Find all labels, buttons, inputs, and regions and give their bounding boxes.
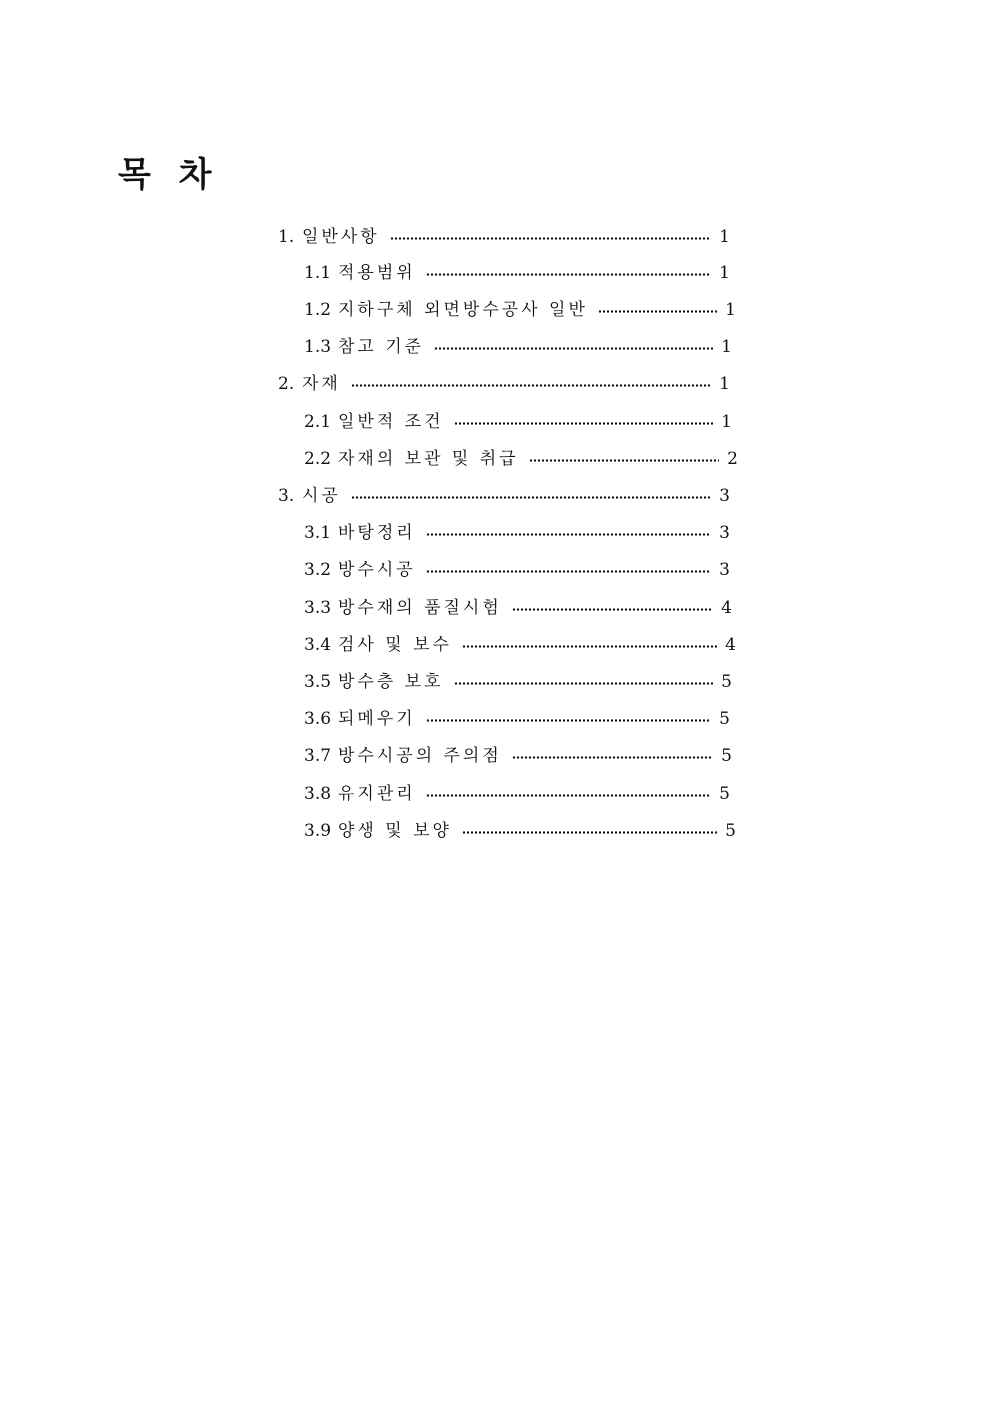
toc-page-number: 1	[719, 374, 730, 394]
toc-page-number: 5	[725, 821, 736, 841]
toc-page-number: 5	[721, 746, 732, 766]
toc-leader-dots	[351, 496, 711, 499]
toc-row	[278, 373, 730, 395]
toc-page-number: 3	[719, 523, 730, 543]
toc-page-number: 5	[719, 709, 730, 729]
toc-page-number: 1	[725, 300, 736, 320]
toc-label: 일반사항	[302, 227, 380, 247]
toc-page-number: 3	[719, 486, 730, 506]
toc-label: 유지관리	[338, 784, 416, 804]
toc-label: 바탕정리	[338, 523, 416, 543]
toc-number: 3.7	[304, 746, 332, 766]
toc-number: 3.1	[304, 523, 332, 543]
toc-leader-dots	[462, 831, 717, 834]
toc-number: 1.2	[304, 300, 332, 320]
toc-number: 3.9	[304, 821, 332, 841]
toc-page-number: 4	[725, 635, 736, 655]
toc-page-number: 2	[727, 449, 738, 469]
toc-row	[278, 226, 730, 248]
toc-number: 3.	[278, 486, 295, 506]
toc-row	[304, 411, 732, 433]
toc-leader-dots	[426, 719, 711, 722]
toc-page-number: 1	[719, 227, 730, 247]
toc-leader-dots	[390, 237, 711, 240]
toc-row	[304, 559, 730, 581]
toc-label: 지하구체 외면방수공사 일반	[338, 300, 588, 320]
toc-leader-dots	[434, 347, 713, 350]
toc-number: 1.1	[304, 263, 332, 283]
toc-page-number: 4	[721, 598, 732, 618]
toc-number: 3.4	[304, 635, 332, 655]
toc-row	[304, 783, 730, 805]
toc-page-number: 1	[719, 263, 730, 283]
toc-leader-dots	[512, 756, 713, 759]
toc-leader-dots	[426, 794, 711, 797]
toc-leader-dots	[426, 570, 711, 573]
toc-number: 3.8	[304, 784, 332, 804]
toc-page-number: 1	[721, 412, 732, 432]
toc-row	[304, 597, 732, 619]
toc-row	[304, 262, 730, 284]
toc-label: 자재의 보관 및 취급	[338, 449, 519, 469]
toc-number: 3.3	[304, 598, 332, 618]
toc-page-number: 1	[721, 337, 732, 357]
toc-label: 자재	[302, 374, 341, 394]
toc-number: 3.6	[304, 709, 332, 729]
toc-row	[278, 485, 730, 507]
toc-leader-dots	[426, 533, 711, 536]
toc-row	[304, 336, 732, 358]
toc-number: 1.	[278, 227, 295, 247]
toc-row	[304, 671, 732, 693]
toc-leader-dots	[454, 422, 714, 425]
toc-page-number: 5	[721, 672, 732, 692]
toc-leader-dots	[351, 384, 711, 387]
toc-number: 2.1	[304, 412, 332, 432]
toc-row	[304, 448, 738, 470]
toc-label: 참고 기준	[338, 337, 425, 357]
toc-label: 시공	[302, 486, 341, 506]
toc-row	[304, 299, 736, 321]
toc-leader-dots	[454, 682, 714, 685]
toc-label: 적용범위	[338, 263, 416, 283]
toc-label: 검사 및 보수	[338, 635, 452, 655]
toc-row	[304, 745, 732, 767]
toc-number: 2.	[278, 374, 295, 394]
toc-number: 1.3	[304, 337, 332, 357]
toc-leader-dots	[598, 310, 717, 313]
toc-label: 일반적 조건	[338, 412, 444, 432]
toc-row	[304, 820, 736, 842]
toc-leader-dots	[426, 273, 711, 276]
toc-row	[304, 522, 730, 544]
toc-number: 3.5	[304, 672, 332, 692]
toc-label: 방수층 보호	[338, 672, 444, 692]
toc-label: 양생 및 보양	[338, 821, 452, 841]
toc-leader-dots	[462, 645, 717, 648]
toc-row	[304, 708, 730, 730]
toc-page-number: 5	[719, 784, 730, 804]
toc-label: 방수재의 품질시험	[338, 598, 502, 618]
toc-page-number: 3	[719, 560, 730, 580]
toc-label: 되메우기	[338, 709, 416, 729]
toc-leader-dots	[512, 608, 713, 611]
toc-label: 방수시공	[338, 560, 416, 580]
toc-number: 2.2	[304, 449, 332, 469]
toc-leader-dots	[529, 459, 720, 462]
toc-number: 3.2	[304, 560, 332, 580]
toc-label: 방수시공의 주의점	[338, 746, 502, 766]
toc-row	[304, 634, 736, 656]
page-title: 목 차	[118, 155, 220, 195]
